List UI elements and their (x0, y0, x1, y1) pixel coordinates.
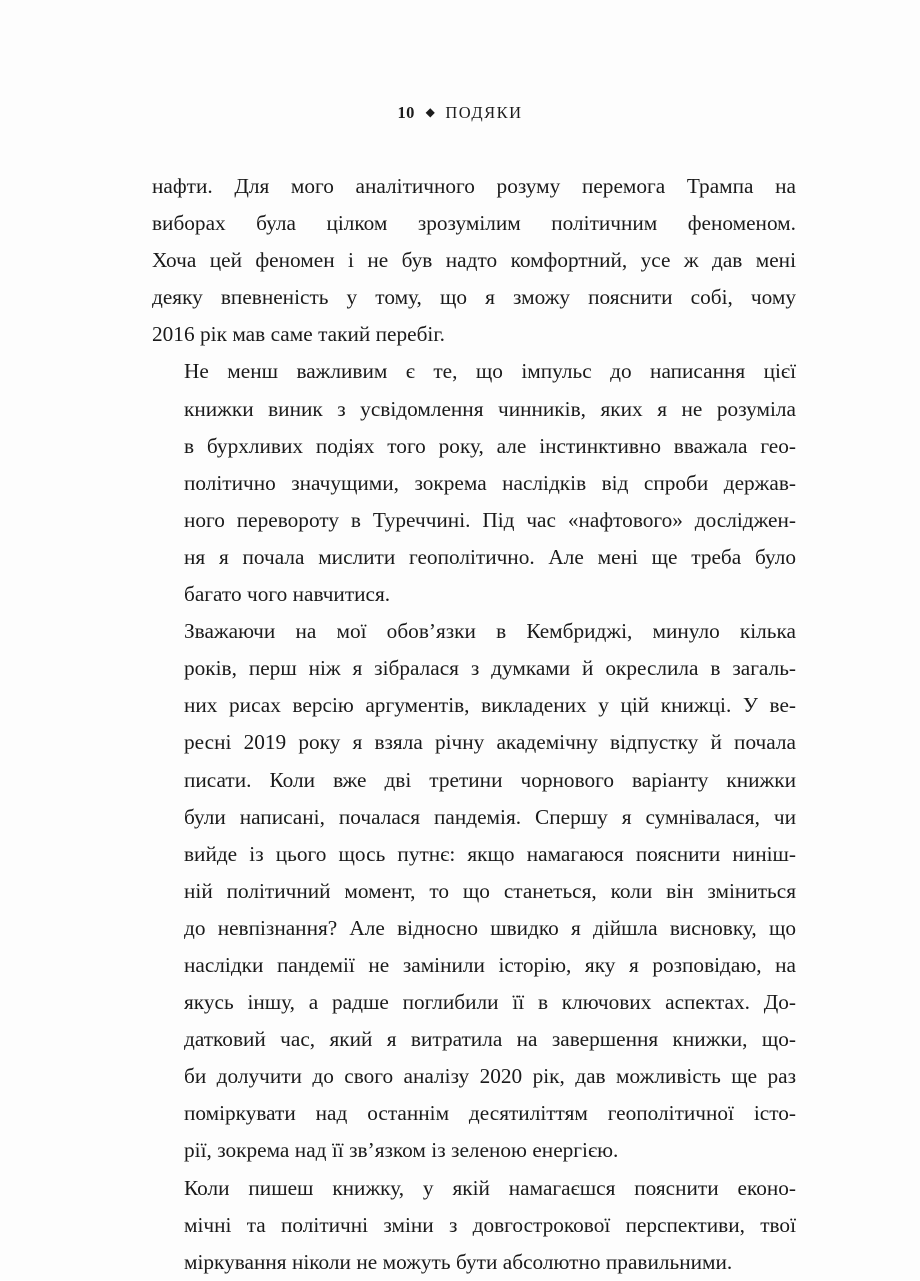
text-line: них рисах версію аргументів, викладених у цій книжці. У ве- (184, 693, 796, 718)
text-line: рії, зокрема над її зв’язком із зеленою енергією. (184, 1138, 619, 1163)
diamond-icon: ◆ (425, 105, 437, 119)
body-text (152, 168, 796, 1281)
text-line: виборах була цілком зрозумілим політичним феноменом. (152, 211, 796, 236)
text-line: Не менш важливим є те, що імпульс до написання цієї (184, 359, 796, 384)
text-line: мічні та політичні зміни з довгострокової перспективи, твої (184, 1212, 796, 1237)
text-line: ресні 2019 року я взяла річну академічну відпустку й почала (184, 730, 796, 755)
text-line: років, перш ніж я зібралася з думками й окреслила в загаль- (184, 656, 796, 681)
text-line: міркування ніколи не можуть бути абсолютно правильними. (184, 1249, 733, 1274)
text-line: нафти. Для мого аналітичного розуму перемога Трампа на (152, 174, 796, 198)
text-line: ній політичний момент, то що станеться, коли він зміниться (184, 878, 796, 903)
text-line: 2016 рік мав саме такий перебіг. (152, 322, 446, 347)
text-line: деяку впевненість у тому, що я зможу пояснити собі, чому (152, 285, 796, 310)
text-line: багато чого навчитися. (184, 582, 391, 607)
text-line: були написані, почалася пандемія. Спершу я сумнівалася, чи (184, 804, 796, 829)
chapter-title: ПОДЯКИ (445, 103, 523, 122)
text-line: Зважаючи на мої обов’язки в Кембриджі, минуло кілька (184, 619, 796, 644)
text-line: Хоча цей феномен і не був надто комфортний, усе ж дав мені (152, 248, 796, 273)
text-line: книжки виник з усвідомлення чинників, яких я не розуміла (184, 396, 796, 421)
text-line: датковий час, який я витратила на завершення книжки, що- (184, 1027, 796, 1052)
text-line: би долучити до свого аналізу 2020 рік, дав можливість ще раз (184, 1064, 796, 1089)
text-line: ного перевороту в Туреччині. Під час «нафтового» досліджен- (184, 507, 796, 532)
text-line: поміркувати над останнім десятиліттям геополітичної істо- (184, 1101, 796, 1126)
text-line: до невпізнання? Але відносно швидко я дійшла висновку, що (184, 915, 796, 940)
text-line: ня я почала мислити геополітично. Але мені ще треба було (184, 544, 796, 569)
text-line: в бурхливих подіях того року, але інстинктивно вважала гео- (184, 433, 796, 458)
text-line: писати. Коли вже дві третини чорнового варіанту книжки (184, 767, 796, 792)
text-line: якусь іншу, а радше поглибили її в ключових аспектах. До- (184, 990, 796, 1015)
paragraph (152, 613, 796, 1169)
text-line: Коли пишеш книжку, у якій намагаєшся пояснити еконо- (184, 1175, 796, 1200)
page-number: 10 (397, 103, 415, 122)
paragraph (152, 353, 796, 613)
text-line: політично значущими, зокрема наслідків від спроби держав- (184, 470, 796, 495)
paragraph (152, 1170, 796, 1281)
running-head (0, 103, 920, 123)
text-line: наслідки пандемії не замінили історію, яку я розповідаю, на (184, 952, 796, 977)
text-line: вийде із цього щось путнє: якщо намагаюся пояснити ниніш- (184, 841, 796, 866)
paragraph (152, 168, 796, 353)
